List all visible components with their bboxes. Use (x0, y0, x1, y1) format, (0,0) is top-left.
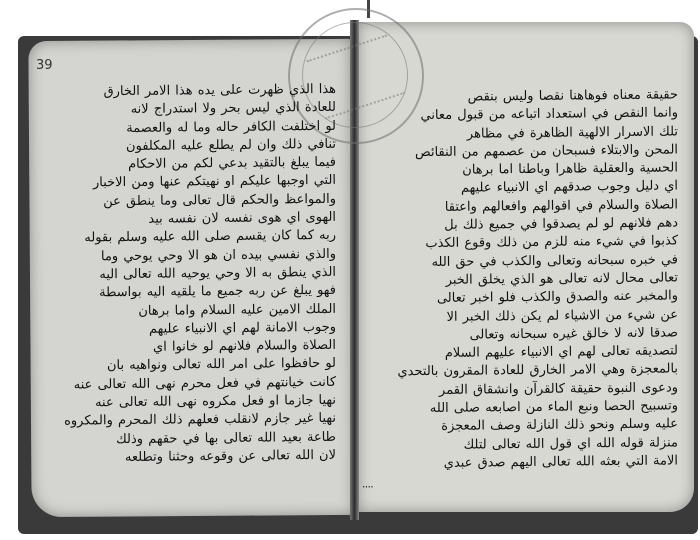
right-text-line: حقيقة معناه فوهاهنا نقصا وليس بنقص (467, 87, 679, 105)
right-text-line: تعالى محال لانه تعالى هو الذي يخلق الخبر (445, 270, 679, 288)
right-text-line: لتصديقه تعالى لهم اي الانبياء عليهم السلام (444, 343, 679, 362)
left-text-line: طاعة بعيد الله تعالى بها في حقهم وذلك (115, 429, 337, 447)
right-text-line: الحسية والعقلية ظاهرا وباطنا اما برهان (462, 160, 679, 178)
right-text-line: عن شيء من الاشياء لم يكن ذلك الخبر الا (446, 306, 679, 325)
left-text-line: فيما يبلغ بالتقيد بدعي لكم من الاحكام (128, 155, 337, 173)
right-text-line: اي دليل وجوب صدقهم اي الانبياء عليهم (460, 178, 679, 197)
left-text-line: نهيا غير جازم لانقلب فعلهم ذلك المحرم والمكروه (63, 411, 337, 430)
left-text-line: لو اختلفت الكافر حاله وما له والعصمة (126, 118, 337, 136)
right-text-line: وتسبيح الحصا ونبع الماء من اصابعه صلى الله (429, 398, 679, 417)
left-text-line: نهيا جازما او فعل مكروه نهى الله تعالى عنه (94, 392, 337, 411)
left-text-line: الذي ينطق به الا وحي يوحيه الله تعالى اليه (99, 264, 337, 283)
right-text-line: والمخبر عنه والصدق والكذب فلو اخبر تعالى (436, 288, 679, 307)
left-text-line: والمواعظ والحكم قال تعالى وما ينطق عن (103, 191, 337, 210)
left-text-line: تنافي ذلك وان لم يطلع عليه المكلفون (125, 136, 337, 154)
right-text-line: منزلة قوله الله اي قول الله تعالى لتلك (463, 435, 679, 453)
right-text-line: وانما النقص في استعداد اتباعه من قبول معاني (420, 105, 679, 124)
right-text-line: بالمعجزة وهي الامر الخارق للعادة المقرون بالتحدي (397, 361, 679, 380)
right-text-line: صدقا لانه لا خالق غيره سبحانه وتعالى (469, 325, 679, 343)
left-page-text (63, 81, 337, 466)
left-text-line: ربه كما كان يقسم صلى الله عليه وسلم بقوله (84, 228, 337, 246)
left-text-line: لان الله تعالى عن وقوعه وحثنا وتطلعه (124, 447, 337, 465)
left-text-line: فهو يبلغ عن ربه جميع ما يلقيه اليه بواسطة (98, 283, 337, 301)
right-text-line: المحن والابتلاء فسبحان من عصمهم من النقائص (414, 142, 679, 161)
left-text-line: الهوى اي هوى نفسه لان نفسه بيد (148, 209, 337, 227)
right-text-line: الصلاة والسلام في اقوالهم وافعالهم واعتقا (444, 197, 679, 215)
catchword-mark: ᠁ (360, 481, 373, 494)
left-text-line: التي اوجبها عليكم او نهيتكم عنها ومن الاخبار (92, 173, 337, 191)
left-text-line: للعادة الذي ليس بحر ولا استدراج لانه (130, 100, 337, 118)
left-text-line: الصلاة والسلام فلانهم لو خانوا اي (152, 337, 337, 355)
left-text-line: كانت خيانتهم في فعل محرم نهى الله تعالى عنه (73, 374, 337, 393)
left-text-line: الملك الامين عليه السلام واما برهان (138, 301, 337, 319)
right-page-text (376, 88, 678, 472)
right-text-line: تلك الاسرار الالهية الظاهرة في مظاهر (466, 124, 679, 142)
right-text-line: دهم فلانهم لو لم يصدقوا في جميع ذلك بل (444, 215, 679, 233)
folio-number: 39 (36, 58, 53, 73)
right-text-line: عليه وسلم ونحو ذلك النازلة وصف المعجزة (441, 416, 679, 435)
right-text-line: ودعوى النبوة حقيقة كالقرآن وانشقاق القمر (438, 380, 679, 398)
right-text-line: كذبوا في شيء منه للزم من ذلك وقوع الكذب (425, 233, 679, 252)
left-text-line: والذي نفسي بيده ان هو الا وحي يوحي وما (100, 246, 337, 264)
left-text-line: هذا الذي ظهرت على يده هذا الامر الخارق (103, 81, 337, 100)
left-text-line: لو حافظوا على امر الله تعالى ونواهيه بان (106, 356, 337, 374)
right-text-line: الامة التي بعثه الله تعالى اليهم صدق عبدي (443, 453, 679, 471)
left-text-line: وجوب الامانة لهم اي الانبياء عليهم (148, 319, 337, 337)
right-text-line: في خبره سبحانه وتعالى والكذب في حق الله (431, 252, 679, 270)
